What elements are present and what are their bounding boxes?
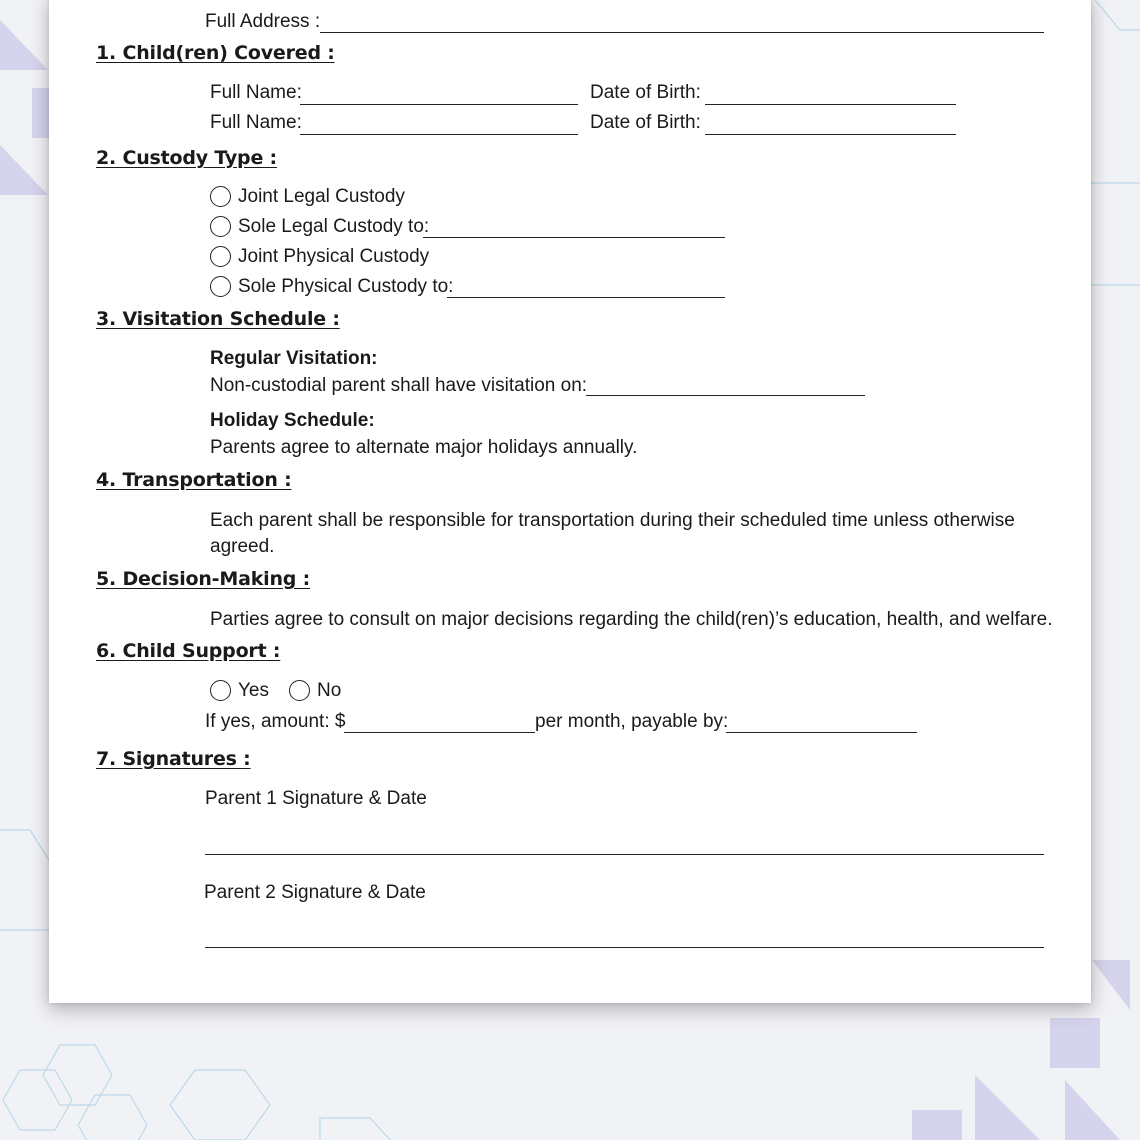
sole-physical-custody-radio[interactable]	[210, 276, 231, 297]
bg-square	[32, 88, 50, 138]
holiday-schedule-text: Parents agree to alternate major holidays annually.	[210, 437, 638, 458]
child1-dob-label: Date of Birth:	[590, 82, 701, 103]
child1-dob-field[interactable]	[705, 104, 956, 105]
parent2-signature-field[interactable]	[205, 947, 1044, 948]
full-address-field[interactable]	[320, 32, 1044, 33]
bg-hexagon	[43, 1045, 112, 1105]
joint-physical-custody-radio[interactable]	[210, 246, 231, 267]
sole-legal-custody-field[interactable]	[423, 237, 725, 238]
section-visitation-heading: 3. Visitation Schedule :	[96, 308, 340, 330]
regular-visitation-title: Regular Visitation:	[210, 348, 378, 369]
support-per-month-label: per month, payable by:	[535, 711, 729, 732]
support-amount-label: If yes, amount: $	[205, 711, 346, 732]
section-children-heading: 1. Child(ren) Covered :	[96, 42, 335, 64]
support-yes-radio[interactable]	[210, 680, 231, 701]
sole-physical-custody-label: Sole Physical Custody to:	[238, 276, 454, 297]
sole-physical-custody-field[interactable]	[447, 297, 725, 298]
child2-name-label: Full Name:	[210, 112, 302, 133]
support-yes-label: Yes	[238, 680, 269, 701]
child2-name-field[interactable]	[300, 134, 578, 135]
support-amount-field[interactable]	[344, 732, 535, 733]
child1-name-field[interactable]	[300, 104, 578, 105]
bg-hexagon	[3, 1070, 72, 1130]
support-payable-by-field[interactable]	[726, 732, 917, 733]
child2-dob-label: Date of Birth:	[590, 112, 701, 133]
section-support-heading: 6. Child Support :	[96, 640, 281, 662]
section-custody-heading: 2. Custody Type :	[96, 147, 277, 169]
transportation-text-line2: agreed.	[210, 536, 275, 557]
sole-legal-custody-radio[interactable]	[210, 216, 231, 237]
bg-hexagon	[170, 1070, 270, 1140]
section-decision-heading: 5. Decision-Making :	[96, 568, 310, 590]
joint-physical-custody-label: Joint Physical Custody	[238, 246, 430, 267]
joint-legal-custody-label: Joint Legal Custody	[238, 186, 405, 207]
child1-name-label: Full Name:	[210, 82, 302, 103]
bg-square	[1050, 1018, 1100, 1068]
parent2-signature-label: Parent 2 Signature & Date	[204, 882, 426, 903]
holiday-schedule-title: Holiday Schedule:	[210, 410, 375, 431]
regular-visitation-text: Non-custodial parent shall have visitation on:	[210, 375, 588, 396]
full-address-label: Full Address :	[205, 11, 321, 32]
parent1-signature-label: Parent 1 Signature & Date	[205, 788, 427, 809]
decision-text: Parties agree to consult on major decisions regarding the child(ren)’s education, health, and welfare.	[210, 609, 1053, 630]
parent1-signature-field[interactable]	[205, 854, 1044, 855]
section-transportation-heading: 4. Transportation :	[96, 469, 292, 491]
bg-hexagon	[78, 1095, 147, 1140]
bg-hexagon	[320, 1118, 395, 1140]
bg-triangle	[0, 145, 48, 195]
sole-legal-custody-label: Sole Legal Custody to:	[238, 216, 430, 237]
support-no-label: No	[317, 680, 342, 701]
visitation-days-field[interactable]	[586, 395, 865, 396]
bg-square	[912, 1110, 962, 1140]
bg-triangle	[1065, 1080, 1120, 1140]
bg-triangle	[1092, 960, 1130, 1010]
child2-dob-field[interactable]	[705, 134, 956, 135]
bg-triangle	[0, 20, 48, 70]
section-signatures-heading: 7. Signatures :	[96, 748, 251, 770]
support-no-radio[interactable]	[289, 680, 310, 701]
transportation-text-line1: Each parent shall be responsible for transportation during their scheduled time unless otherwise	[210, 510, 1015, 531]
joint-legal-custody-radio[interactable]	[210, 186, 231, 207]
bg-triangle	[975, 1075, 1040, 1140]
agreement-form-page	[49, 0, 1091, 1003]
